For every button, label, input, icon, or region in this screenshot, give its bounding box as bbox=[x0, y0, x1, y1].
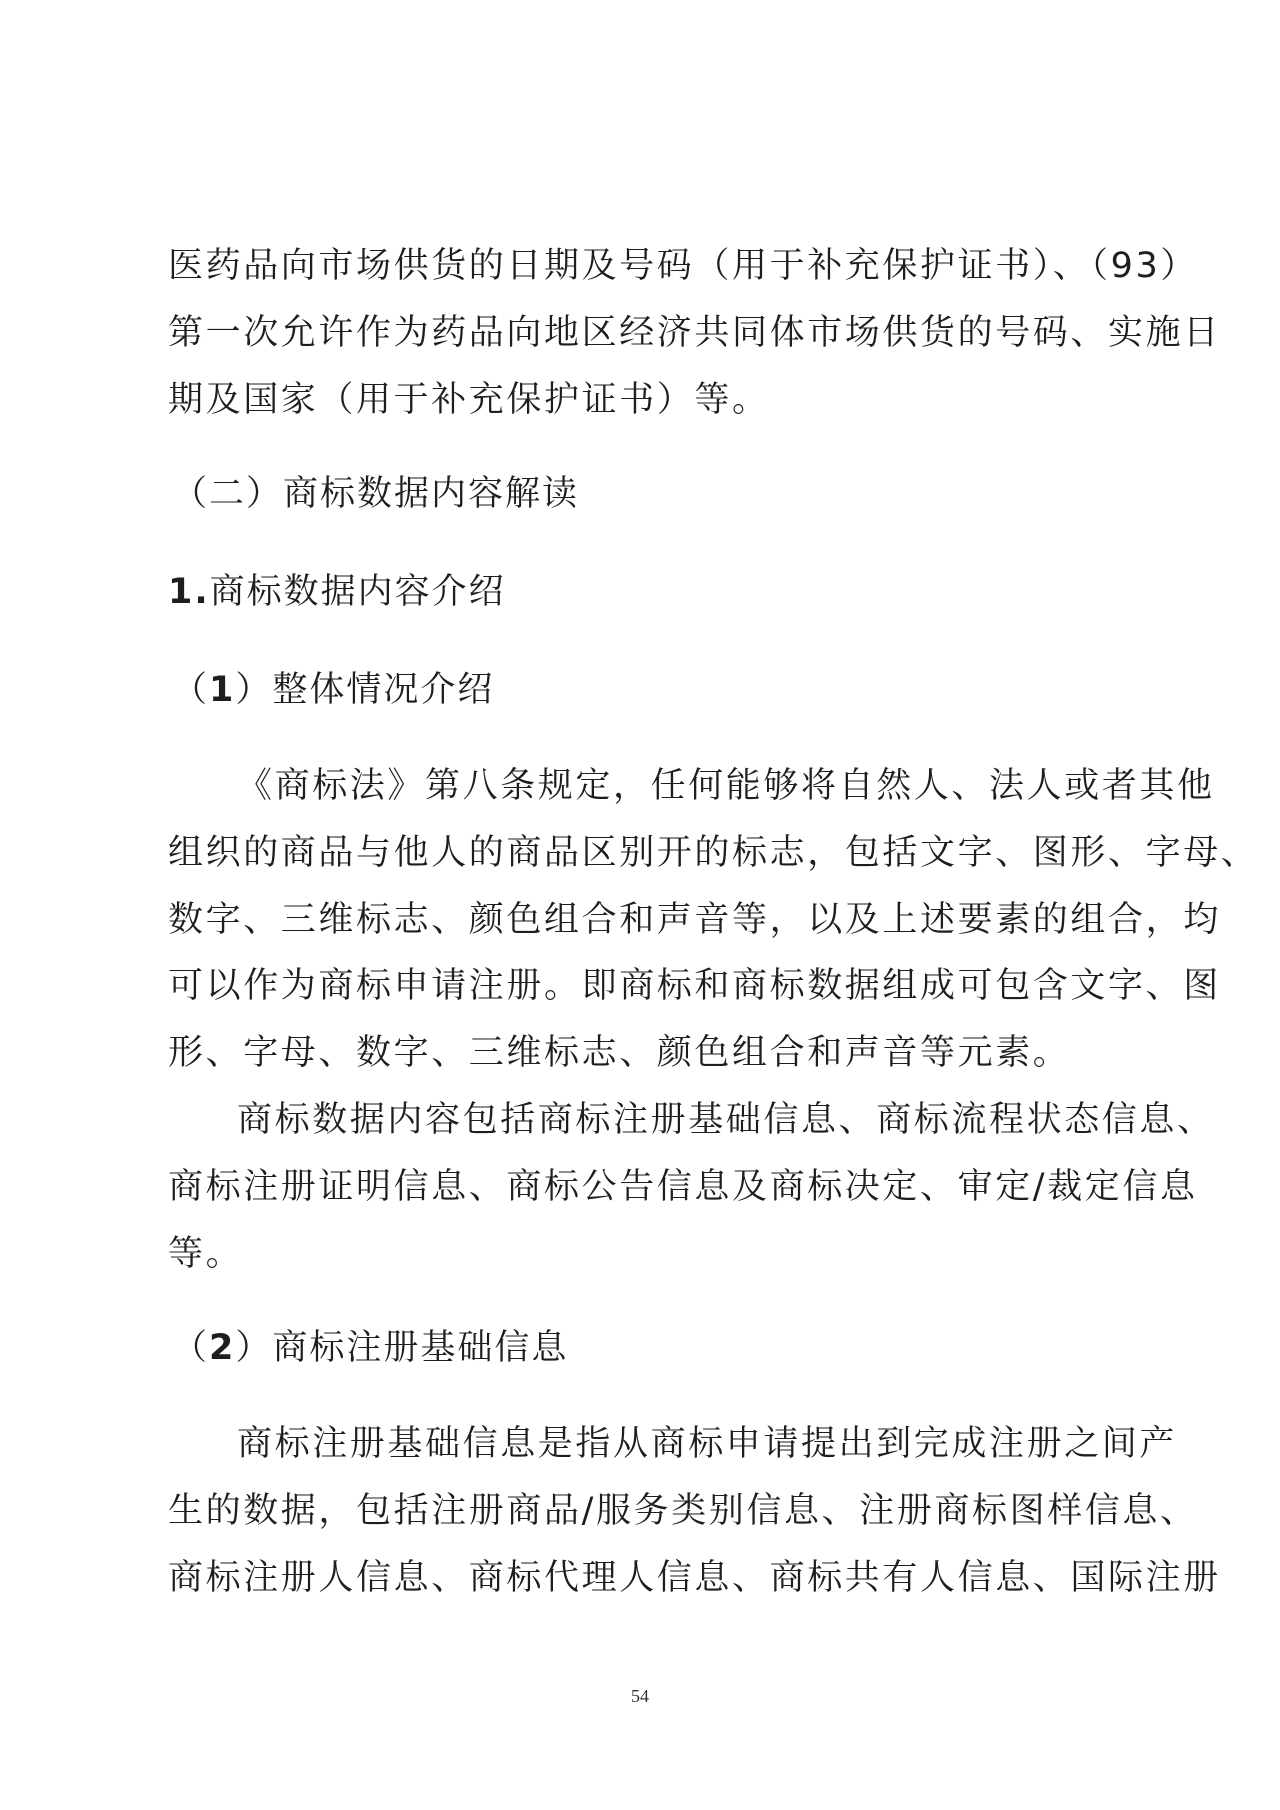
item2-heading bbox=[172, 1326, 1122, 1370]
item1-p1-line-1: 《商标法》第八条规定，任何能够将自然人、法人或者其他 bbox=[237, 766, 1215, 806]
item1-p2-line-1: 商标数据内容包括商标注册基础信息、商标流程状态信息、 bbox=[237, 1100, 1215, 1140]
item1-prefix: （ bbox=[172, 670, 210, 710]
intro-line-1: 医药品向市场供货的日期及号码（用于补充保护证书）、（93） bbox=[168, 246, 1198, 286]
item1-title: ）整体情况介绍 bbox=[235, 670, 495, 710]
intro-line-3: 期及国家（用于补充保护证书）等。 bbox=[168, 380, 770, 420]
item1-heading bbox=[172, 668, 1122, 712]
section-heading: （二）商标数据内容解读 bbox=[172, 474, 580, 514]
item1-p2-line-3: 等。 bbox=[168, 1234, 244, 1274]
item2-prefix: （ bbox=[172, 1328, 210, 1368]
subsection-title: 商标数据内容介绍 bbox=[209, 572, 506, 612]
item1-p1-line-3: 数字、三维标志、颜色组合和声音等，以及上述要素的组合，均 bbox=[168, 900, 1221, 940]
item1-p1-line-2: 组织的商品与他人的商品区别开的标志，包括文字、图形、字母、 bbox=[168, 833, 1259, 873]
item2-number: 2 bbox=[209, 1328, 236, 1368]
item1-p2-line-2: 商标注册证明信息、商标公告信息及商标决定、审定/裁定信息 bbox=[168, 1167, 1198, 1207]
page-number: 54 bbox=[631, 1686, 649, 1706]
subsection-heading bbox=[168, 570, 1118, 614]
subsection-number: 1. bbox=[168, 572, 210, 612]
intro-line-2: 第一次允许作为药品向地区经济共同体市场供货的号码、实施日 bbox=[168, 313, 1221, 353]
item2-title: ）商标注册基础信息 bbox=[235, 1328, 569, 1368]
item1-p1-line-4: 可以作为商标申请注册。即商标和商标数据组成可包含文字、图 bbox=[168, 966, 1221, 1006]
item1-number: 1 bbox=[209, 670, 236, 710]
item2-p-line-3: 商标注册人信息、商标代理人信息、商标共有人信息、国际注册 bbox=[168, 1558, 1221, 1598]
item1-p1-line-5: 形、字母、数字、三维标志、颜色组合和声音等元素。 bbox=[168, 1033, 1071, 1073]
item2-p-line-1: 商标注册基础信息是指从商标申请提出到完成注册之间产 bbox=[237, 1424, 1178, 1464]
item2-p-line-2: 生的数据，包括注册商品/服务类别信息、注册商标图样信息、 bbox=[168, 1491, 1198, 1531]
